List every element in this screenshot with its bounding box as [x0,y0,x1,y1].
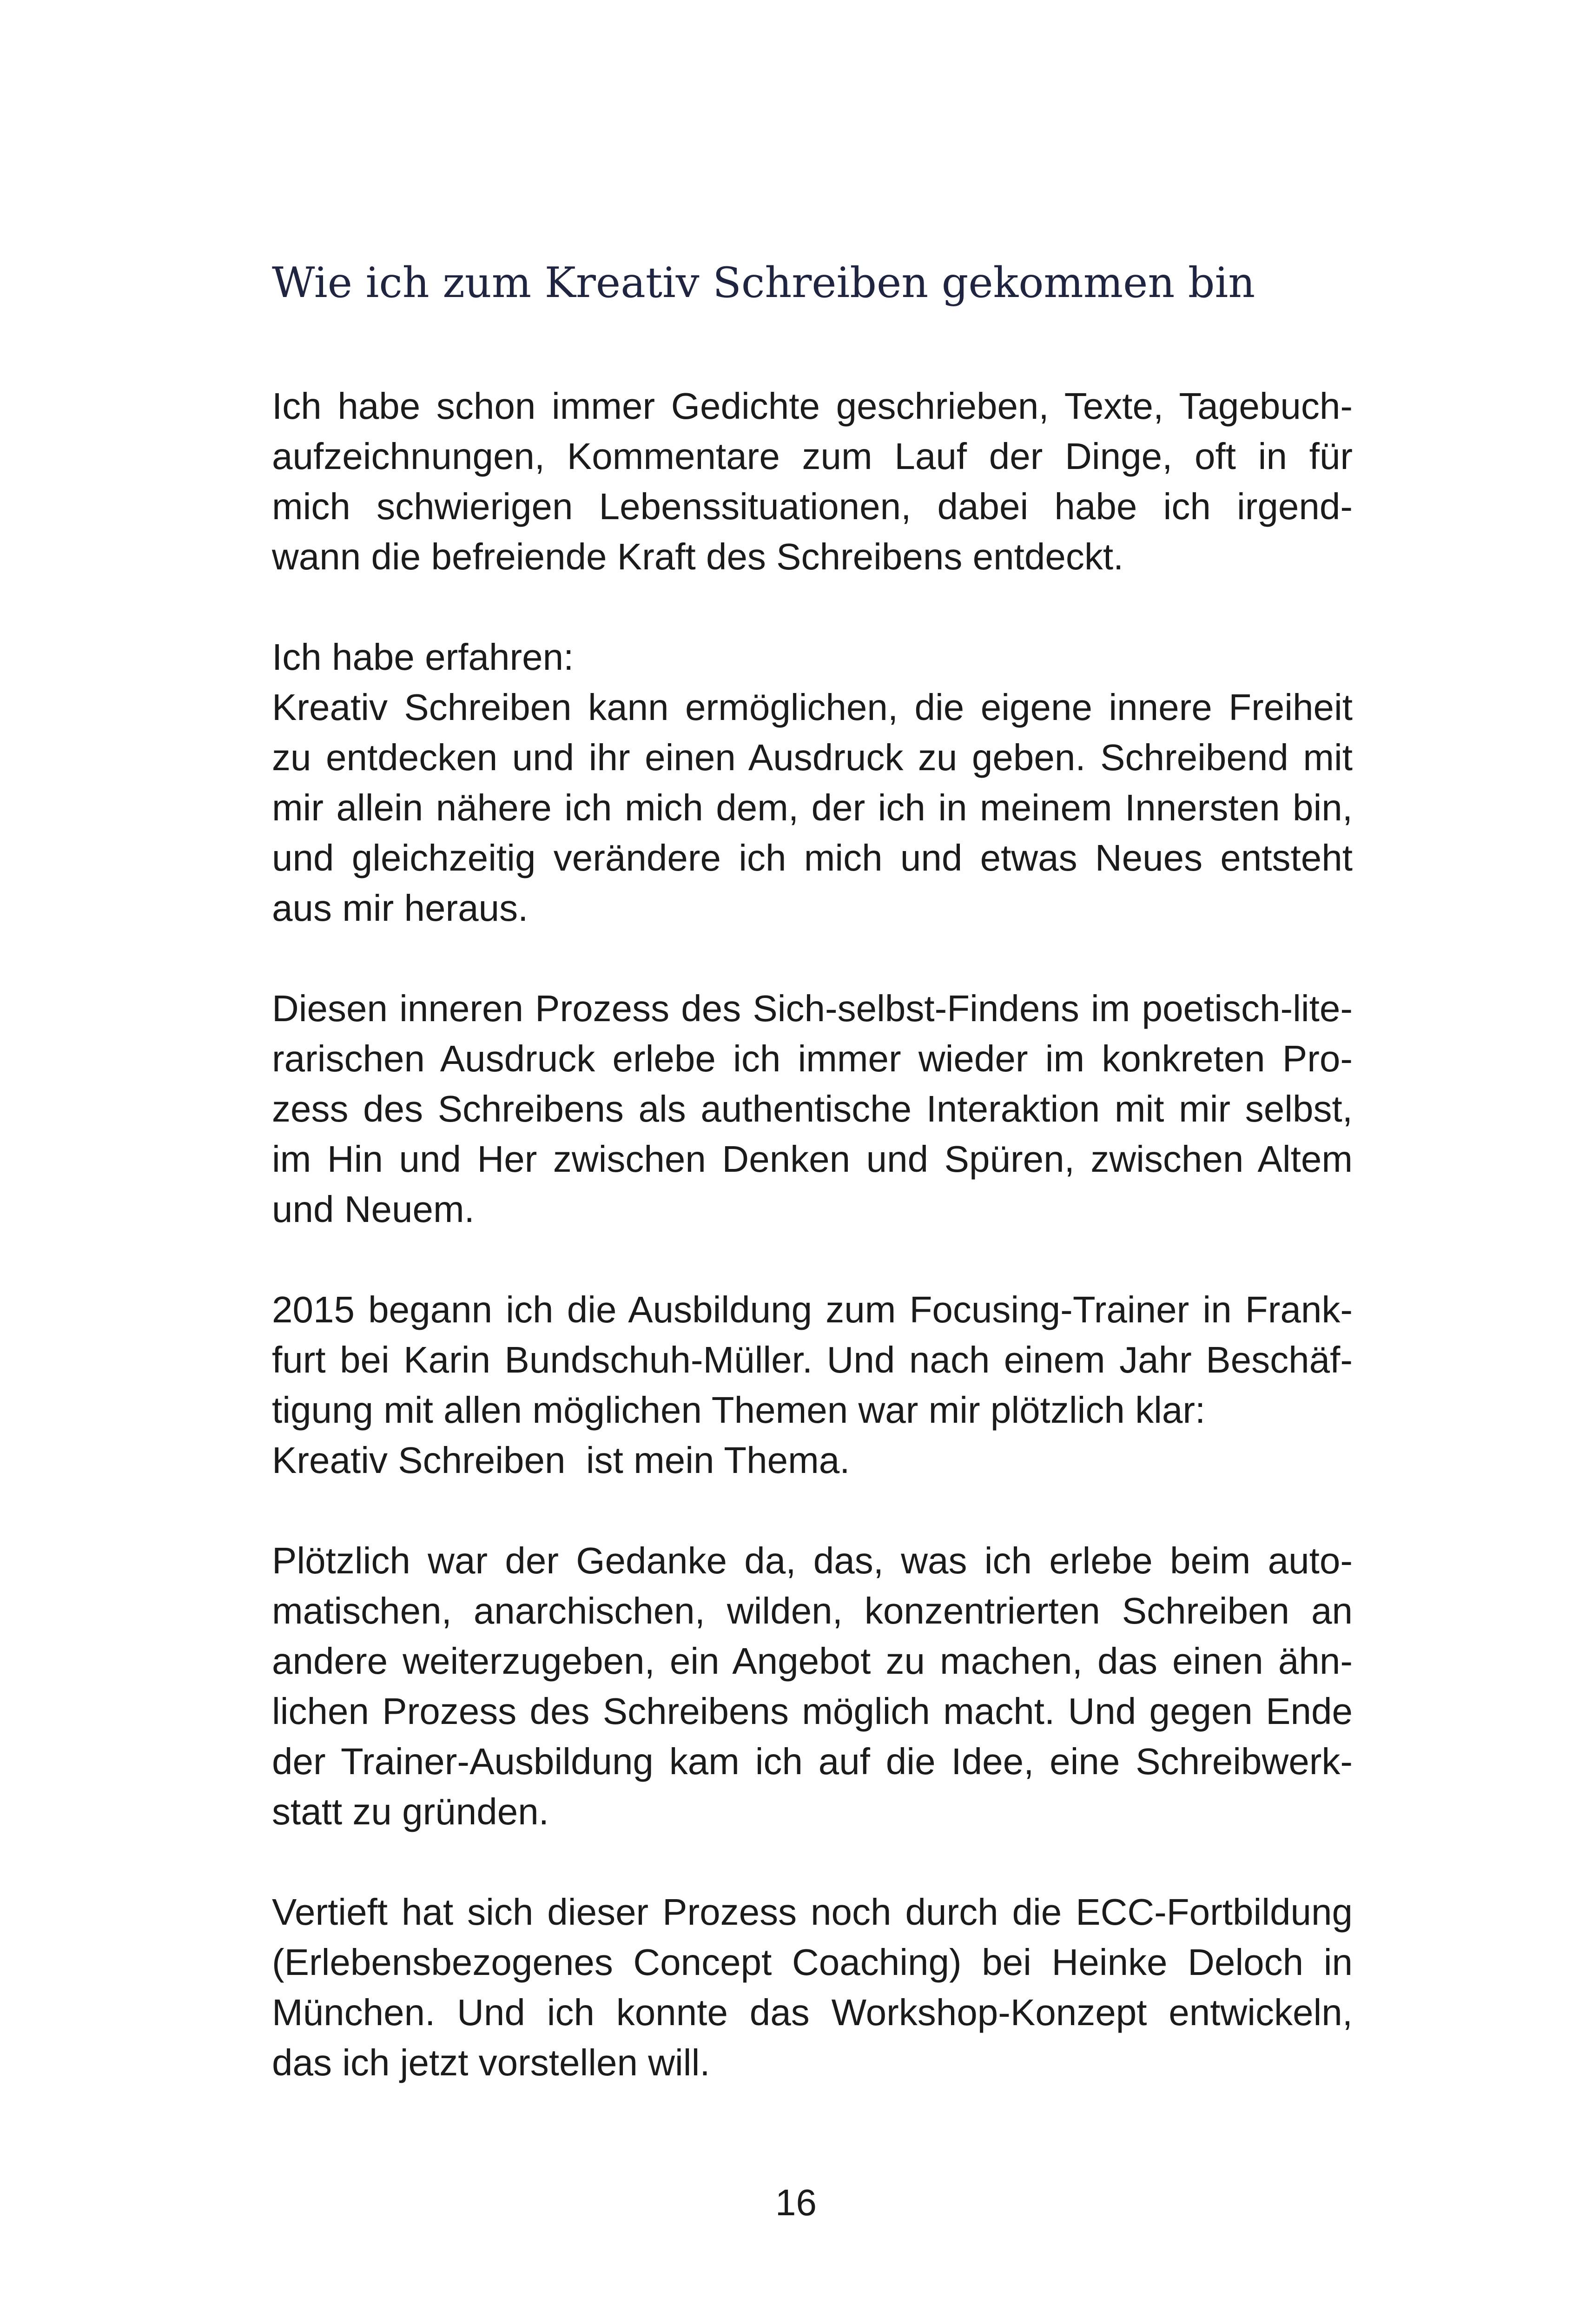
paragraph [272,381,1353,582]
text-line: München. Und ich konnte das Workshop-Konzept entwickeln, [272,1992,1353,2033]
text-line: Diesen inneren Prozess des Sich-selbst-Findens im poetisch-lite- [272,988,1353,1029]
text-line: Vertieft hat sich dieser Prozess noch durch die ECC-Fortbildung [272,1891,1353,1933]
text-line: zess des Schreibens als authentische Interaktion mit mir selbst, [272,1088,1353,1129]
chapter-title: Wie ich zum Kreativ Schreiben gekommen bin [272,258,1255,307]
text-line: aufzeichnungen, Kommentare zum Lauf der Dinge, oft in für [272,436,1353,477]
text-line: Ich habe schon immer Gedichte geschrieben, Texte, Tagebuch- [272,385,1353,427]
text-line: das ich jetzt vorstellen will. [272,2042,710,2083]
paragraph [272,1536,1353,1837]
text-line: und Neuem. [272,1188,475,1230]
page-number: 16 [775,2182,817,2223]
text-line: Kreativ Schreiben ist mein Thema. [272,1439,850,1481]
text-line: 2015 begann ich die Ausbildung zum Focusing-Trainer in Frank- [272,1289,1353,1330]
text-line: tigung mit allen möglichen Themen war mir plötzlich klar: [272,1389,1206,1431]
text-line: zu entdecken und ihr einen Ausdruck zu geben. Schreibend mit [272,737,1353,778]
body-text [272,381,1353,2138]
text-line: der Trainer-Ausbildung kam ich auf die Idee, eine Schreibwerk- [272,1741,1353,1782]
text-line: (Erlebensbezogenes Concept Coaching) bei Heinke Deloch in [272,1941,1353,1983]
text-line: mich schwierigen Lebenssituationen, dabei habe ich irgend- [272,486,1353,527]
text-line: Ich habe erfahren: [272,636,574,678]
paragraph [272,984,1353,1235]
text-line: im Hin und Her zwischen Denken und Spüren, zwischen Altem [272,1138,1353,1180]
text-line: lichen Prozess des Schreibens möglich macht. Und gegen Ende [272,1690,1353,1732]
text-line: Plötzlich war der Gedanke da, das, was ich erlebe beim auto- [272,1540,1353,1581]
text-line: Kreativ Schreiben kann ermöglichen, die eigene innere Freiheit [272,687,1353,728]
paragraph [272,632,1353,933]
text-line: matischen, anarchischen, wilden, konzentrierten Schreiben an [272,1590,1353,1631]
paragraph [272,1887,1353,2088]
text-line: rarischen Ausdruck erlebe ich immer wieder im konkreten Pro- [272,1038,1353,1079]
text-line: andere weiterzugeben, ein Angebot zu machen, das einen ähn- [272,1640,1353,1682]
text-line: furt bei Karin Bundschuh-Müller. Und nach einem Jahr Beschäf- [272,1339,1353,1380]
text-line: statt zu gründen. [272,1791,549,1832]
text-line: aus mir heraus. [272,887,528,929]
text-line: mir allein nähere ich mich dem, der ich in meinem Innersten bin, [272,787,1353,828]
text-line: wann die befreiende Kraft des Schreibens entdeckt. [272,536,1124,577]
paragraph [272,1285,1353,1486]
text-line: und gleichzeitig verändere ich mich und etwas Neues entsteht [272,837,1353,878]
